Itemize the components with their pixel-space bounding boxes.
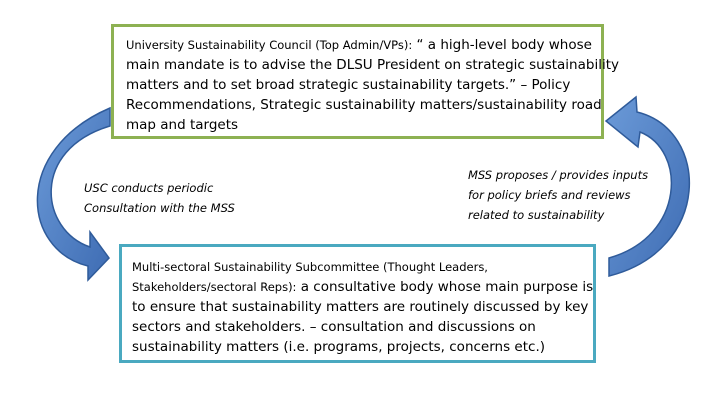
usc-text-line: Recommendations, Strategic sustainability matters/sustainability road [126,97,602,113]
mss-text-line: to ensure that sustainability matters are routinely discussed by key [132,299,589,315]
right-note-line: related to sustainability [468,208,605,222]
usc-line-1 [126,35,592,55]
right-arrow-label [468,165,648,225]
right-note-line: MSS proposes / provides inputs [468,168,649,182]
right-note-line: for policy briefs and reviews [468,188,631,202]
mss-box [119,244,596,363]
usc-title: University Sustainability Council (Top Admin/VPs): [126,38,413,52]
left-note-line: Consultation with the MSS [84,201,235,215]
usc-text-line: “ a high-level body whose [412,37,592,53]
left-arrow-label [84,178,235,218]
mss-text-line: sectors and stakeholders. – consultation and discussions on [132,319,536,335]
mss-text-line: a consultative body whose main purpose is [296,279,594,295]
mss-title: Stakeholders/sectoral Reps): [132,280,297,294]
usc-text-line: map and targets [126,117,239,133]
left-note-line: USC conducts periodic [84,181,214,195]
mss-line-2 [132,277,594,297]
mss-title-line: Multi-sectoral Sustainability Subcommittee (Thought Leaders, [132,260,488,274]
mss-text-line: sustainability matters (i.e. programs, projects, concerns etc.) [132,339,546,355]
usc-text-line: matters and to set broad strategic sustainability targets.” – Policy [126,77,571,93]
usc-text-line: main mandate is to advise the DLSU President on strategic sustainability [126,57,619,73]
usc-box [111,24,619,139]
